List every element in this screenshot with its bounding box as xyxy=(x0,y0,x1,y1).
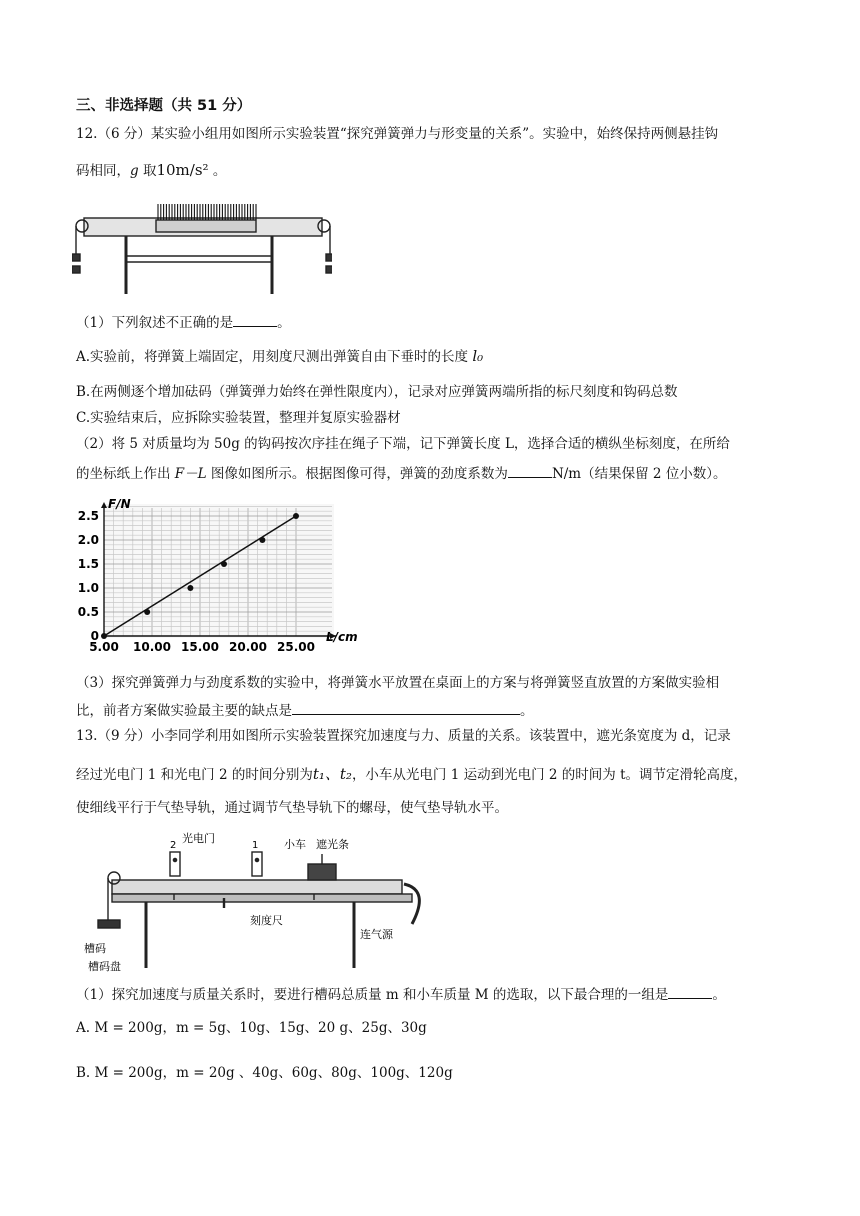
y-axis-label: F/N xyxy=(108,497,131,511)
answer-blank-q13-1[interactable] xyxy=(668,984,712,999)
q12-option-b: B.在两侧逐个增加砝码（弹簧弹力始终在弹性限度内），记录对应弹簧两端所指的标尺刻度和钩码总数 xyxy=(76,384,678,400)
x-tick-label: 25.00 xyxy=(277,640,315,654)
weight-block xyxy=(98,920,120,928)
y-tick-label: 2.0 xyxy=(77,533,99,547)
f-l-chart xyxy=(74,494,374,660)
cart xyxy=(308,864,336,880)
data-point xyxy=(293,513,299,519)
q13-option-b: B. M = 200g，m = 20g 、40g、60g、80g、100g、120g xyxy=(76,1065,453,1081)
data-point xyxy=(101,633,107,639)
label-strip: 遮光条 xyxy=(316,838,349,851)
q12-line2: 码相同，g 取10m/s² 。 xyxy=(76,161,227,179)
air-track xyxy=(112,880,402,894)
q12-line1: 12.（6 分）某实验小组用如图所示实验装置“探究弹簧弹力与形变量的关系”。实验中，始终保持两侧悬挂钩 xyxy=(76,126,719,142)
air-track-figure xyxy=(84,828,424,974)
q12-part2-line1: （2）将 5 对质量均为 50g 的钩码按次序挂在绳子下端，记下弹簧长度 L，选择合适的横纵坐标刻度，在所给 xyxy=(76,436,730,452)
y-tick-label: 2.5 xyxy=(77,509,99,523)
q13-option-a: A. M = 200g，m = 5g、10g、15g、20 g、25g、30g xyxy=(76,1020,427,1036)
data-point xyxy=(221,561,227,567)
label-cart: 小车 xyxy=(284,838,306,851)
left-hook-weight-2 xyxy=(72,266,80,273)
right-hook-weight-2 xyxy=(326,266,332,273)
q13-line2: 经过光电门 1 和光电门 2 的时间分别为t₁、t₂，小车从光电门 1 运动到光电门 2 的时间为 t。调节定滑轮高度， xyxy=(76,765,747,783)
spring-apparatus-figure xyxy=(72,196,332,300)
answer-blank-q12-3[interactable] xyxy=(292,700,520,715)
left-hook-weight-1 xyxy=(72,254,80,261)
y-tick-label: 0.5 xyxy=(77,605,99,619)
q12-part2-line2: 的坐标纸上作出 F－L 图像如图所示。根据图像可得，弹簧的劲度系数为 N/m（结果保留 2 位小数）。 xyxy=(76,463,727,484)
x-tick-label: 10.00 xyxy=(133,640,171,654)
q12-option-a: A.实验前，将弹簧上端固定，用刻度尺测出弹簧自由下垂时的长度 l₀ xyxy=(76,347,484,365)
x-axis-label: L/cm xyxy=(326,630,358,644)
section-title: 三、非选择题（共 51 分） xyxy=(76,98,252,114)
data-point xyxy=(259,537,265,543)
label-weight-pan: 槽码盘 xyxy=(88,960,121,973)
right-hook-weight-1 xyxy=(326,254,332,261)
y-tick-label: 0 xyxy=(90,629,99,643)
label-weight: 槽码 xyxy=(84,942,106,955)
x-tick-label: 5.00 xyxy=(89,640,119,654)
ruler-bar xyxy=(156,220,256,232)
data-point xyxy=(144,609,150,615)
gate-1 xyxy=(252,852,262,876)
label-air-source: 连气源 xyxy=(360,928,393,941)
label-gate-2: 2 xyxy=(170,840,177,851)
x-tick-label: 20.00 xyxy=(229,640,267,654)
table-top xyxy=(112,894,412,902)
label-ruler: 刻度尺 xyxy=(250,914,283,927)
data-point xyxy=(187,585,193,591)
q13-part1: （1）探究加速度与质量关系时，要进行槽码总质量 m 和小车质量 M 的选取，以下最合理的一组是 。 xyxy=(76,984,726,1005)
q13-line1: 13.（9 分）小李同学利用如图所示实验装置探究加速度与力、质量的关系。该装置中，遮光条宽度为 d，记录 xyxy=(76,728,731,744)
label-gate-1: 1 xyxy=(252,840,259,851)
x-tick-label: 15.00 xyxy=(181,640,219,654)
q12-part3-line2: 比，前者方案做实验最主要的缺点是 。 xyxy=(76,700,534,721)
q12-option-c: C.实验结束后，应拆除实验装置，整理并复原实验器材 xyxy=(76,410,401,426)
q12-part3-line1: （3）探究弹簧弹力与劲度系数的实验中，将弹簧水平放置在桌面上的方案与将弹簧竖直放置的方案做实验相 xyxy=(76,675,720,691)
answer-blank-q12-2[interactable] xyxy=(508,463,552,478)
q13-line3: 使细线平行于气垫导轨，通过调节气垫导轨下的螺母，使气垫导轨水平。 xyxy=(76,800,508,816)
y-tick-label: 1.5 xyxy=(77,557,99,571)
y-tick-label: 1.0 xyxy=(77,581,99,595)
answer-blank-q12-1[interactable] xyxy=(233,312,277,327)
label-gate: 光电门 xyxy=(182,832,215,845)
gate-2 xyxy=(170,852,180,876)
q12-part1: （1）下列叙述不正确的是 。 xyxy=(76,312,291,333)
